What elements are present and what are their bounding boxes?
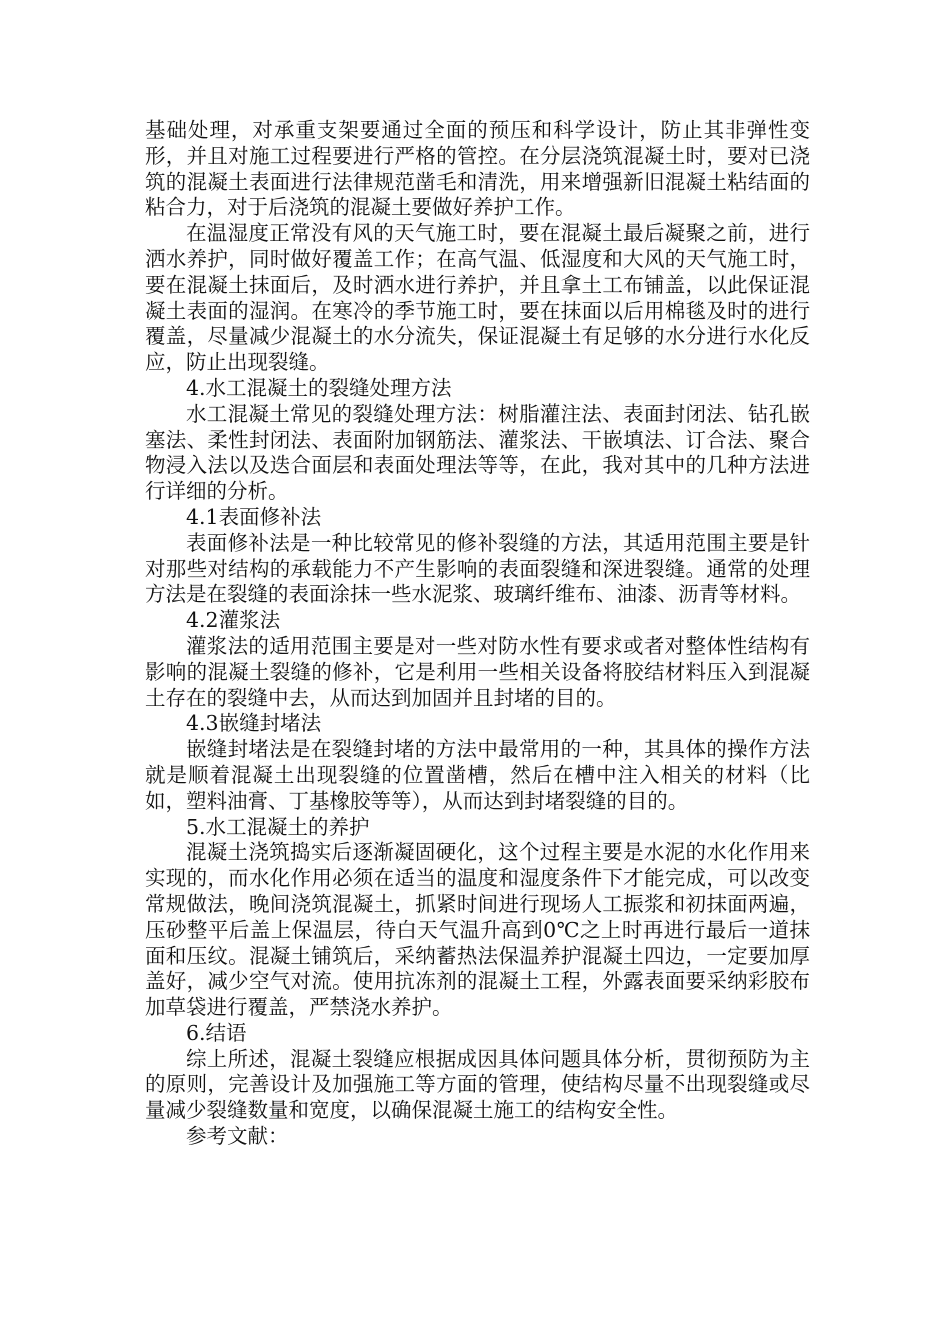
document-body: [145, 118, 810, 1150]
references-heading: 参考文献：: [186, 1124, 289, 1149]
section-heading: 4.水工混凝土的裂缝处理方法: [186, 375, 452, 400]
body-paragraph: 基础处理，对承重支架要通过全面的预压和科学设计，防止其非弹性变形，并且对施工过程要进行严格的管控。在分层浇筑混凝土时，要对已浇筑的混凝土表面进行法律规范凿毛和清洗，用来增强新旧混凝土粘结面的粘合力，对于后浇筑的混凝土要做好养护工作。: [145, 118, 810, 220]
body-paragraph: 在温湿度正常没有风的天气施工时，要在混凝土最后凝聚之前，进行洒水养护，同时做好覆盖工作；在高气温、低湿度和大风的天气施工时，要在混凝土抹面后，及时洒水进行养护，并且拿土工布铺盖，以此保证混凝土表面的湿润。在寒冷的季节施工时，要在抹面以后用棉毯及时的进行覆盖，尽量减少混凝土的水分流失，保证混凝土有足够的水分进行水化反应，防止出现裂缝。: [145, 221, 810, 375]
body-paragraph: 综上所述，混凝土裂缝应根据成因具体问题具体分析，贯彻预防为主的原则，完善设计及加强施工等方面的管理，使结构尽量不出现裂缝或尽量减少裂缝数量和宽度，以确保混凝土施工的结构安全性。: [145, 1046, 810, 1123]
body-paragraph: 水工混凝土常见的裂缝处理方法：树脂灌注法、表面封闭法、钻孔嵌塞法、柔性封闭法、表面附加钢筋法、灌浆法、干嵌填法、订合法、聚合物浸入法以及迭合面层和表面处理法等等，在此，我对其中的几种方法进行详细的分析。: [145, 401, 810, 504]
body-paragraph: 表面修补法是一种比较常见的修补裂缝的方法，其适用范围主要是针对那些对结构的承载能力不产生影响的表面裂缝和深进裂缝。通常的处理方法是在裂缝的表面涂抹一些水泥浆、玻璃纤维布、油漆、沥青等材料。: [145, 530, 810, 607]
body-paragraph: 灌浆法的适用范围主要是对一些对防水性有要求或者对整体性结构有影响的混凝土裂缝的修补，它是利用一些相关设备将胶结材料压入到混凝土存在的裂缝中去，从而达到加固并且封堵的目的。: [145, 633, 810, 710]
subsection-heading: 4.3嵌缝封堵法: [186, 711, 322, 736]
body-paragraph: 混凝土浇筑捣实后逐渐凝固硬化，这个过程主要是水泥的水化作用来实现的，而水化作用必须在适当的温度和湿度条件下才能完成，可以改变常规做法，晚间浇筑混凝土，抓紧时间进行现场人工振浆和初抹面两遍，压砂整平后盖上保温层，待白天气温升高到0℃之上时再进行最后一道抹面和压纹。混凝土铺筑后，采纳蓄热法保温养护混凝土四边，一定要加厚盖好，减少空气对流。使用抗冻剂的混凝土工程，外露表面要采纳彩胶布加草袋进行覆盖，严禁浇水养护。: [145, 840, 810, 1020]
subsection-heading: 4.1表面修补法: [186, 504, 322, 529]
section-heading: 6.结语: [186, 1020, 247, 1045]
section-heading: 5.水工混凝土的养护: [186, 814, 370, 839]
body-paragraph: 嵌缝封堵法是在裂缝封堵的方法中最常用的一种，其具体的操作方法就是顺着混凝土出现裂缝的位置凿槽，然后在槽中注入相关的材料（比如，塑料油膏、丁基橡胶等等），从而达到封堵裂缝的目的。: [145, 737, 810, 813]
subsection-heading: 4.2灌浆法: [186, 608, 281, 633]
